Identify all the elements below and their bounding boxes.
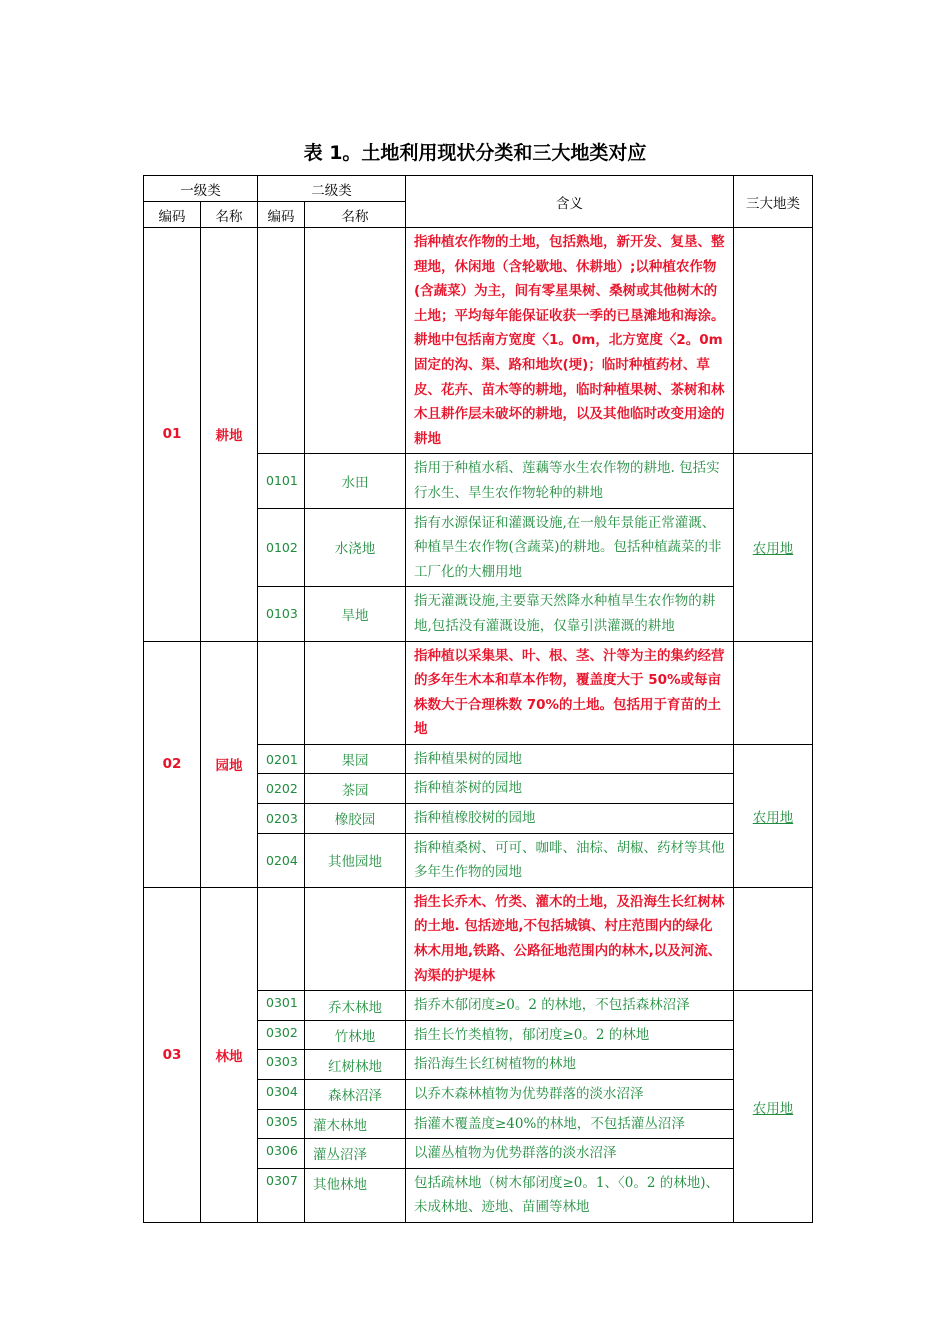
sub-code: 0302 [258, 1020, 305, 1050]
group-03-row [144, 887, 813, 990]
header-code-2: 编码 [258, 202, 305, 228]
group-01-empty-class [734, 228, 813, 454]
sub-desc: 指种植果树的园地 [406, 744, 734, 774]
group-01-empty-name [305, 228, 406, 454]
sub-code: 0103 [258, 587, 305, 641]
group-01-desc: 指种植农作物的土地，包括熟地，新开发、复垦、整理地，休闲地（含轮歇地、休耕地）;以种植农作物(含蔬菜）为主，间有零星果树、桑树或其他树木的土地；平均每年能保证收获一季的已垦滩地和海涂。耕地中包括南方宽度〈1。0m，北方宽度〈2。0m固定的沟、渠、路和地坎(埂)；临时种植药材、草皮、花卉、苗木等的耕地，临时种植果树、茶树和林木且耕作层未破坏的耕地，以及其他临时改变用途的耕地 [406, 228, 734, 454]
three-class-link[interactable]: 农用地 [752, 541, 794, 558]
sub-name: 旱地 [305, 587, 406, 641]
sub-desc: 指种植茶树的园地 [406, 774, 734, 804]
group-02-row [144, 641, 813, 744]
sub-name: 茶园 [305, 774, 406, 804]
group-03-empty-code [258, 887, 305, 990]
sub-name: 其他林地 [305, 1168, 406, 1222]
header-name-2: 名称 [305, 202, 406, 228]
sub-code: 0303 [258, 1050, 305, 1080]
sub-desc: 指无灌溉设施,主要靠天然降水种植旱生农作物的耕地,包括没有灌溉设施，仅靠引洪灌溉的耕地 [406, 587, 734, 641]
header-level2: 二级类 [258, 176, 406, 202]
sub-name: 灌丛沼泽 [305, 1139, 406, 1169]
sub-code: 0102 [258, 508, 305, 587]
sub-name: 竹林地 [305, 1020, 406, 1050]
sub-desc: 包括疏林地（树木郁闭度≥0。1、〈0。2 的林地)、未成林地、迹地、苗圃等林地 [406, 1168, 734, 1222]
sub-code: 0202 [258, 774, 305, 804]
sub-code: 0304 [258, 1080, 305, 1110]
sub-code: 0305 [258, 1109, 305, 1139]
header-three-class: 三大地类 [734, 176, 813, 228]
group-01-code: 01 [144, 228, 201, 642]
sub-desc: 指用于种植水稻、莲藕等水生农作物的耕地. 包括实行水生、旱生农作物轮种的耕地 [406, 454, 734, 508]
group-03-empty-name [305, 887, 406, 990]
header-row-1 [144, 176, 813, 202]
sub-name: 橡胶园 [305, 804, 406, 834]
sub-name: 其他园地 [305, 833, 406, 887]
three-class-link[interactable]: 农用地 [752, 1100, 794, 1117]
group-03-code: 03 [144, 887, 201, 1222]
sub-desc: 指沿海生长红树植物的林地 [406, 1050, 734, 1080]
sub-code: 0101 [258, 454, 305, 508]
group-03-empty-class [734, 887, 813, 990]
group-02-empty-name [305, 641, 406, 744]
sub-code: 0301 [258, 991, 305, 1021]
group-02-name: 园地 [201, 641, 258, 887]
group-01-three-class[interactable] [734, 454, 813, 641]
group-03-desc: 指生长乔木、竹类、灌木的土地，及沿海生长红树林的土地. 包括迹地,不包括城镇、村庄范围内的绿化林木用地,铁路、公路征地范围内的林木,以及河流、沟渠的护堤林 [406, 887, 734, 990]
sub-desc: 指种植桑树、可可、咖啡、油棕、胡椒、药材等其他多年生作物的园地 [406, 833, 734, 887]
sub-name: 果园 [305, 744, 406, 774]
header-name-1: 名称 [201, 202, 258, 228]
group-02-empty-class [734, 641, 813, 744]
header-meaning: 含义 [406, 176, 734, 228]
sub-desc: 指乔木郁闭度≥0。2 的林地，不包括森林沼泽 [406, 991, 734, 1021]
sub-desc: 指灌木覆盖度≥40%的林地，不包括灌丛沼泽 [406, 1109, 734, 1139]
sub-name: 红树林地 [305, 1050, 406, 1080]
group-02-code: 02 [144, 641, 201, 887]
sub-desc: 指有水源保证和灌溉设施,在一般年景能正常灌溉、种植旱生农作物(含蔬菜)的耕地。包括种植蔬菜的非工厂化的大棚用地 [406, 508, 734, 587]
sub-name: 水田 [305, 454, 406, 508]
group-02-three-class[interactable] [734, 744, 813, 887]
sub-desc: 指生长竹类植物，郁闭度≥0。2 的林地 [406, 1020, 734, 1050]
sub-code: 0204 [258, 833, 305, 887]
sub-desc: 指种植橡胶树的园地 [406, 804, 734, 834]
page-title: 表 1。土地利用现状分类和三大地类对应 [303, 142, 647, 164]
sub-desc: 以灌丛植物为优势群落的淡水沼泽 [406, 1139, 734, 1169]
group-02-desc: 指种植以采集果、叶、根、茎、汁等为主的集约经营的多年生木本和草本作物，覆盖度大于 50%或每亩株数大于合理株数 70%的土地。包括用于育苗的土地 [406, 641, 734, 744]
group-03-three-class[interactable] [734, 991, 813, 1223]
group-01-row [144, 228, 813, 454]
three-class-link[interactable]: 农用地 [752, 809, 794, 826]
sub-name: 水浇地 [305, 508, 406, 587]
header-code-1: 编码 [144, 202, 201, 228]
header-level1: 一级类 [144, 176, 258, 202]
sub-code: 0201 [258, 744, 305, 774]
group-01-name: 耕地 [201, 228, 258, 642]
sub-name: 灌木林地 [305, 1109, 406, 1139]
sub-desc: 以乔木森林植物为优势群落的淡水沼泽 [406, 1080, 734, 1110]
group-03-name: 林地 [201, 887, 258, 1222]
sub-code: 0306 [258, 1139, 305, 1169]
land-use-table [143, 175, 813, 1223]
sub-name: 乔木林地 [305, 991, 406, 1021]
group-01-empty-code [258, 228, 305, 454]
sub-name: 森林沼泽 [305, 1080, 406, 1110]
sub-code: 0307 [258, 1168, 305, 1222]
group-02-empty-code [258, 641, 305, 744]
sub-code: 0203 [258, 804, 305, 834]
